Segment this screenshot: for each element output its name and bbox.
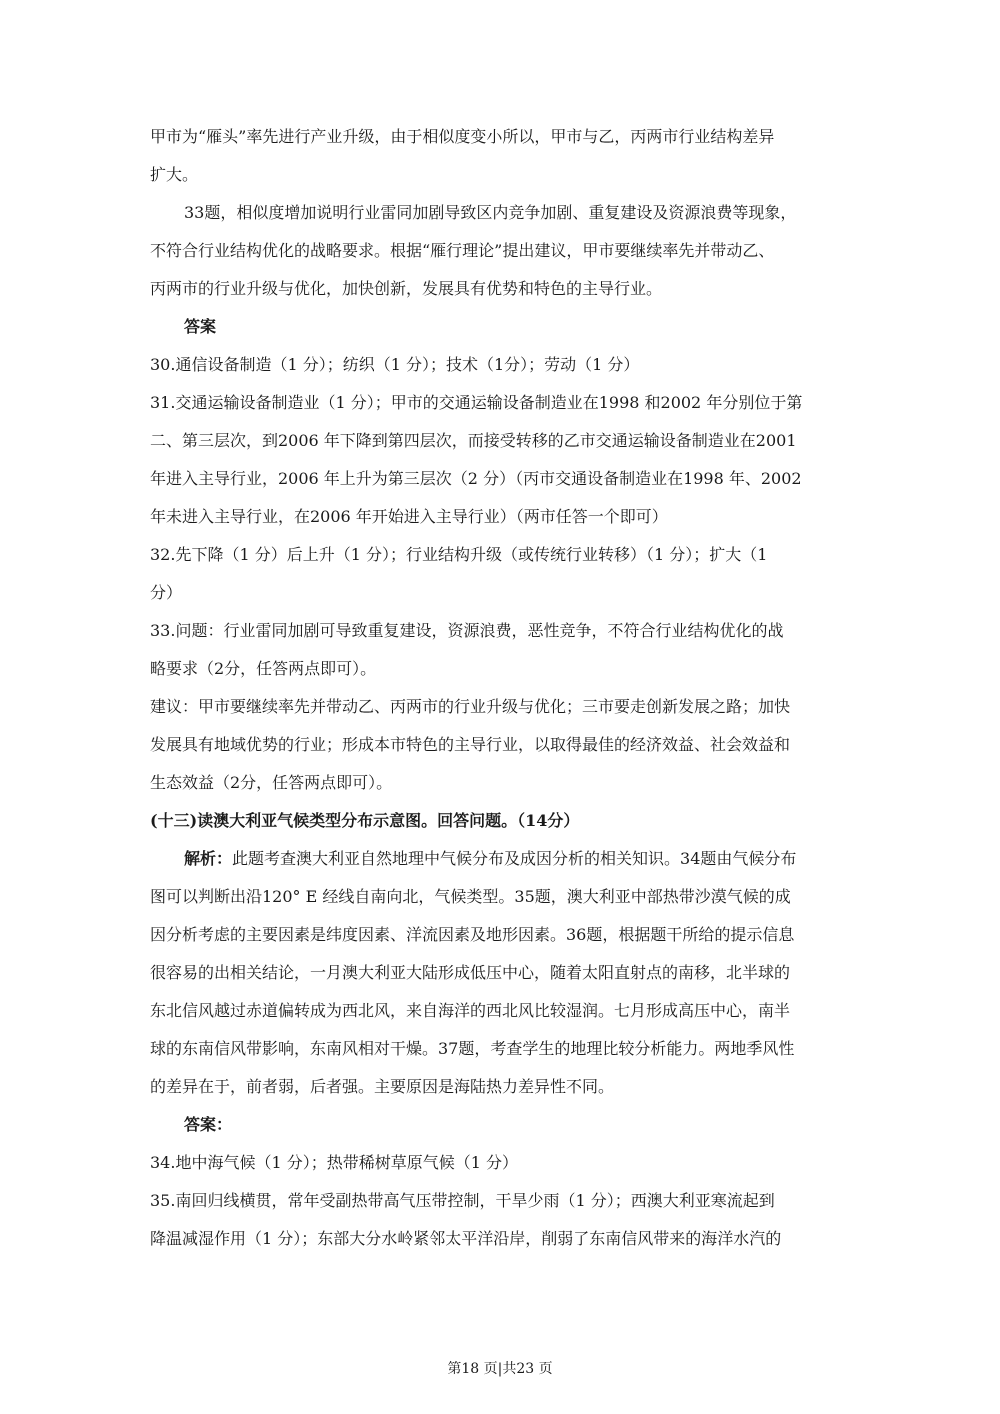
answer-heading: 答案 bbox=[184, 317, 217, 336]
analysis-label: 解析： bbox=[184, 849, 233, 868]
text-line: 球的东南信风带影响，东南风相对干燥。37题，考查学生的地理比较分析能力。两地季风性 bbox=[150, 1039, 795, 1058]
text-line: 年进入主导行业，2006 年上升为第三层次（2 分）（丙市交通设备制造业在1998 年、2002 bbox=[150, 469, 802, 488]
text-line: 年未进入主导行业，在2006 年开始进入主导行业）（两市任答一个即可） bbox=[150, 507, 668, 526]
answer-34: 34.地中海气候（1 分）；热带稀树草原气候（1 分） bbox=[150, 1153, 518, 1172]
answer-heading: 答案： bbox=[184, 1115, 233, 1134]
text-line: 很容易的出相关结论，一月澳大利亚大陆形成低压中心，随着太阳直射点的南移，北半球的 bbox=[150, 963, 791, 982]
answer-32: 32.先下降（1 分）后上升（1 分）；行业结构升级（或传统行业转移）（1 分）；扩大（1 bbox=[150, 545, 768, 564]
text-line: 东北信风越过赤道偏转成为西北风，来自海洋的西北风比较湿润。七月形成高压中心，南半 bbox=[150, 1001, 791, 1020]
answer-30: 30.通信设备制造（1 分）；纺织（1 分）；技术（1分）；劳动（1 分） bbox=[150, 355, 640, 374]
text-line: 略要求（2分，任答两点即可）。 bbox=[150, 659, 377, 678]
suggestion-33: 建议：甲市要继续率先并带动乙、丙两市的行业升级与优化；三市要走创新发展之路；加快 bbox=[150, 697, 791, 716]
answer-35: 35.南回归线横贯，常年受副热带高气压带控制，干旱少雨（1 分）；西澳大利亚寒流起到 bbox=[150, 1191, 775, 1210]
analysis-text: 此题考查澳大利亚自然地理中气候分布及成因分析的相关知识。34题由气候分布 bbox=[232, 849, 797, 868]
analysis-first-line bbox=[150, 840, 860, 878]
text-line: 生态效益（2分，任答两点即可）。 bbox=[150, 773, 393, 792]
text-line: 扩大。 bbox=[150, 165, 199, 184]
page-number-footer: 第18 页|共23 页 bbox=[447, 1361, 553, 1377]
answer-33: 33.问题：行业雷同加剧可导致重复建设，资源浪费，恶性竞争，不符合行业结构优化的战 bbox=[150, 621, 784, 640]
text-line: 的差异在于，前者弱，后者强。主要原因是海陆热力差异性不同。 bbox=[150, 1077, 615, 1096]
answer-31: 31.交通运输设备制造业（1 分）；甲市的交通运输设备制造业在1998 和2002 年分别位于第 bbox=[150, 393, 803, 412]
text-line: 33题，相似度增加说明行业雷同加剧导致区内竞争加剧、重复建设及资源浪费等现象， bbox=[184, 203, 797, 222]
text-line: 丙两市的行业升级与优化，加快创新，发展具有优势和特色的主导行业。 bbox=[150, 279, 663, 298]
section-title: (十三)读澳大利亚气候类型分布示意图。回答问题。（14分） bbox=[150, 811, 580, 830]
text-line: 降温减湿作用（1 分）；东部大分水岭紧邻太平洋沿岸，削弱了东南信风带来的海洋水汽的 bbox=[150, 1229, 782, 1248]
text-line: 发展具有地域优势的行业；形成本市特色的主导行业，以取得最佳的经济效益、社会效益和 bbox=[150, 735, 791, 754]
page-content bbox=[150, 118, 860, 1258]
text-line: 图可以判断出沿120° E 经线自南向北，气候类型。35题，澳大利亚中部热带沙漠气候的成 bbox=[150, 887, 791, 906]
text-line: 分） bbox=[150, 583, 183, 602]
text-line: 因分析考虑的主要因素是纬度因素、洋流因素及地形因素。36题，根据题干所给的提示信息 bbox=[150, 925, 795, 944]
text-line: 二、第三层次，到2006 年下降到第四层次，而接受转移的乙市交通运输设备制造业在2001 bbox=[150, 431, 797, 450]
text-line: 甲市为“雁头”率先进行产业升级，由于相似度变小所以，甲市与乙，丙两市行业结构差异 bbox=[150, 127, 775, 146]
text-line: 不符合行业结构优化的战略要求。根据“雁行理论”提出建议，甲市要继续率先并带动乙、 bbox=[150, 241, 775, 260]
